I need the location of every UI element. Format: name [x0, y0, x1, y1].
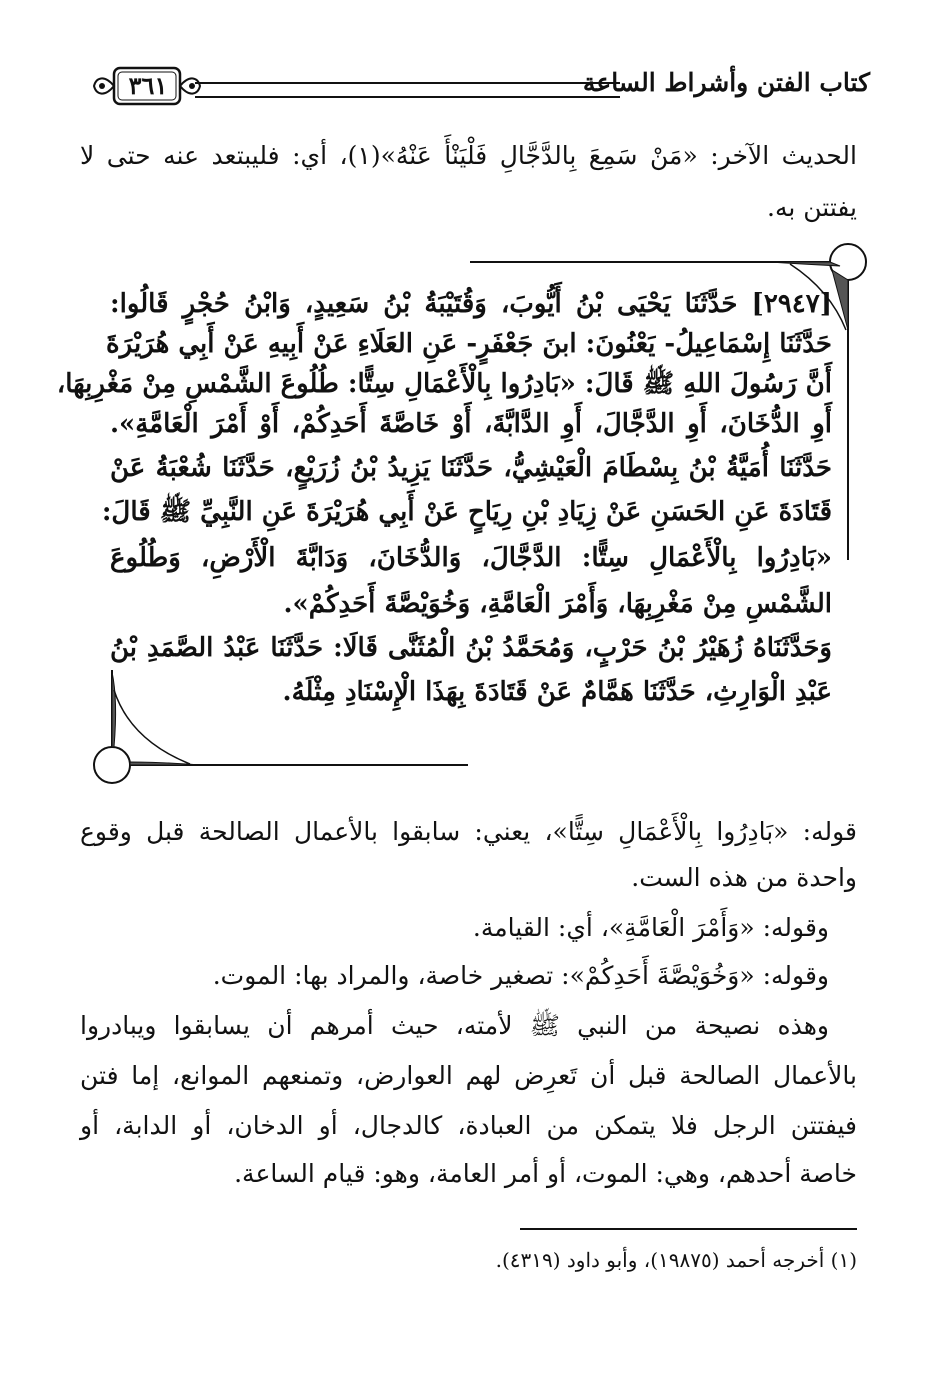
footnote-rule: [520, 1228, 857, 1230]
header-rule: [195, 82, 620, 98]
hadith-line: أَنَّ رَسُولَ اللهِ ﷺ قَالَ: «بَادِرُوا بِالْأَعْمَالِ سِتًّا: طُلُوعَ الشَّمْسِ مِنْ مَغْرِبِهَا،: [56, 369, 832, 399]
intro-line-1: الحديث الآخر: «مَنْ سَمِعَ بِالدَّجَّالِ فَلْيَنْأَ عَنْهُ»(١)، أي: فليبتعد عنه حتى لا: [80, 141, 857, 170]
commentary-line: بالأعمال الصالحة قبل أن تَعرِض لهم العوارض، وتمنعهم الموانع، إما فتن: [80, 1061, 857, 1090]
commentary-line: وقوله: «وَأَمْرَ الْعَامَّةِ»، أي: القيامة.: [472, 913, 829, 942]
page-header: [90, 62, 870, 114]
commentary-line: قوله: «بَادِرُوا بِالْأَعْمَالِ سِتًّا»، يعني: سابقوا بالأعمال الصالحة قبل وقوع: [80, 817, 857, 846]
hadith-line: أَوِ الدُّخَانَ، أَوِ الدَّجَّالَ، أَوِ الدَّابَّةَ، أَوْ خَاصَّةَ أَحَدِكُمْ، أَوْ أَمْرَ الْعَامَّةِ».: [110, 409, 832, 439]
commentary-line: خاصة أحدهم، وهي: الموت، أو أمر العامة، وهو: قيام الساعة.: [234, 1159, 857, 1188]
intro-line-2: يفتتن به.: [767, 193, 857, 222]
footnote: (١) أخرجه أحمد (١٩٨٧٥)، وأبو داود (٤٣١٩).: [495, 1248, 857, 1272]
commentary-line: وهذه نصيحة من النبي ﷺ لأمته، حيث أمرهم أن يسابقوا ويبادروا: [80, 1011, 829, 1040]
hadith-line: الشَّمْسِ مِنْ مَغْرِبِهَا، وَأَمْرَ الْعَامَّةِ، وَخُوَيْصَّةَ أَحَدِكُمْ».: [283, 589, 832, 619]
chapter-title: كتاب الفتن وأشراط الساعة: [582, 68, 870, 97]
hadith-line: حَدَّثَنَا أُمَيَّةُ بْنُ بِسْطَامَ الْعَيْشِيُّ، حَدَّثَنَا يَزِيدُ بْنُ زُرَيْعٍ، حَدَّثَنَا شُعْبَةُ عَنْ: [110, 453, 832, 483]
hadith-line: [٢٩٤٧] حَدَّثَنَا يَحْيَى بْنُ أَيُّوبَ، وَقُتَيْبَةُ بْنُ سَعِيدٍ، وَابْنُ حُجْرٍ قَالُوا:: [110, 289, 832, 319]
page-number: ٣٦١: [128, 71, 168, 100]
commentary-line: واحدة من هذه الست.: [631, 863, 857, 892]
hadith-line: «بَادِرُوا بِالْأَعْمَالِ سِتًّا: الدَّجَّالَ، وَالدُّخَانَ، وَدَابَّةَ الْأَرْضِ، وَطُلُوعَ: [110, 543, 832, 573]
hadith-line: وَحَدَّثَنَاهُ زُهَيْرُ بْنُ حَرْبٍ، وَمُحَمَّدُ بْنُ الْمُثَنَّى قَالَا: حَدَّثَنَا عَبْدُ الصَّمَدِ بْنُ: [110, 633, 832, 663]
page-number-ornament: [90, 64, 202, 108]
hadith-line: حَدَّثَنَا إِسْمَاعِيلُ- يَعْنُونَ: ابنَ جَعْفَرٍ- عَنِ العَلَاءِ عَنْ أَبِيهِ عَنْ أَبِي هُرَيْرَةَ: [106, 329, 832, 359]
commentary-line: فيفتتن الرجل فلا يتمكن من العبادة، كالدجال، أو الدخان، أو الدابة، أو: [80, 1111, 857, 1140]
hadith-line: قَتَادَةَ عَنِ الحَسَنِ عَنْ زِيَادِ بْنِ رِيَاحٍ عَنْ أَبِي هُرَيْرَةَ عَنِ النَّبِيِّ ﷺ قَالَ:: [101, 497, 832, 527]
hadith-line: عَبْدِ الْوَارِثِ، حَدَّثَنَا هَمَّامٌ عَنْ قَتَادَةَ بِهَذَا الْإِسْنَادِ مِثْلَهُ.: [282, 677, 832, 707]
commentary-line: وقوله: «وَخُوَيْصَّةَ أَحَدِكُمْ»: تصغير خاصة، والمراد بها: الموت.: [212, 961, 829, 990]
